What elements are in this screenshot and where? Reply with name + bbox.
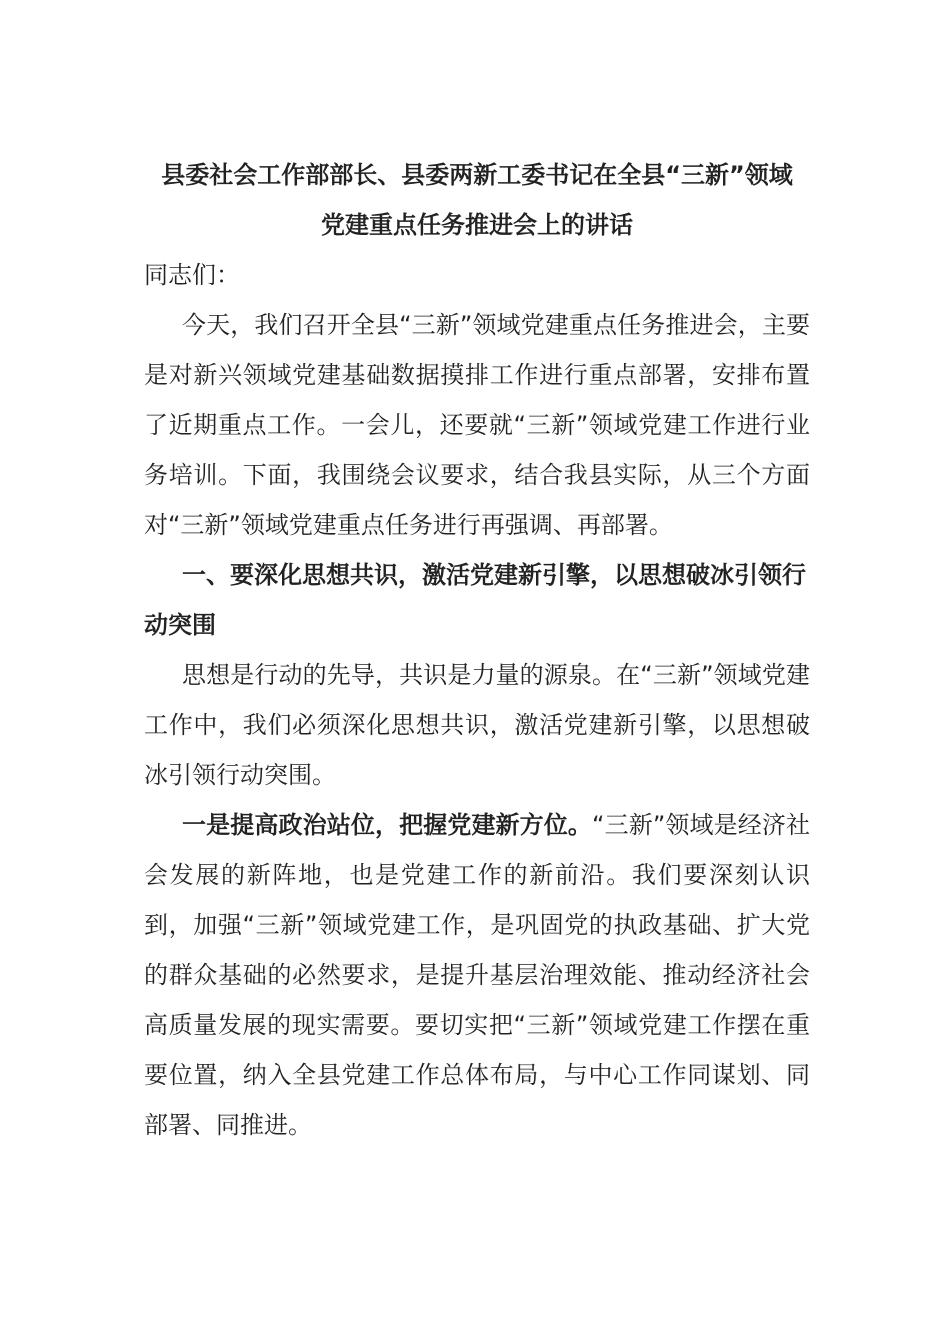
- section-heading-1: 一、要深化思想共识，激活党建新引擎，以思想破冰引领行动突围: [144, 561, 806, 639]
- paragraph-intro: 今天，我们召开全县“三新”领域党建重点任务推进会，主要是对新兴领域党建基础数据摸排工作进行重点部署，安排布置了近期重点工作。一会儿，还要就“三新”领域党建工作进行业务培训。下面，我围绕会议要求，结合我县实际，从三个方面对“三新”领域党建重点任务进行再强调、再部署。: [144, 311, 810, 539]
- document-body: [144, 150, 810, 1150]
- greeting: 同志们：: [144, 261, 240, 289]
- point-1-body: “三新”领域是经济社会发展的新阵地，也是党建工作的新前沿。我们要深刻认识到，加强“三新”领域党建工作，是巩固党的执政基础、扩大党的群众基础的必然要求，是提升基层治理效能、推动经济社会高质量发展的现实需要。要切实把“三新”领域党建工作摆在重要位置，纳入全县党建工作总体布局，与中心工作同谋划、同部署、同推进。: [144, 811, 810, 1139]
- paragraph-section-1: 思想是行动的先导，共识是力量的源泉。在“三新”领域党建工作中，我们必须深化思想共识，激活党建新引擎，以思想破冰引领行动突围。: [144, 661, 810, 789]
- paragraph-point-1: [144, 800, 810, 1150]
- point-1-lead: 一是提高政治站位，把握党建新方位。: [182, 811, 593, 839]
- document-title: [144, 150, 810, 250]
- title-line-2: 党建重点任务推进会上的讲话: [321, 211, 633, 239]
- title-line-1: 县委社会工作部部长、县委两新工委书记在全县“三新”领域: [161, 161, 793, 189]
